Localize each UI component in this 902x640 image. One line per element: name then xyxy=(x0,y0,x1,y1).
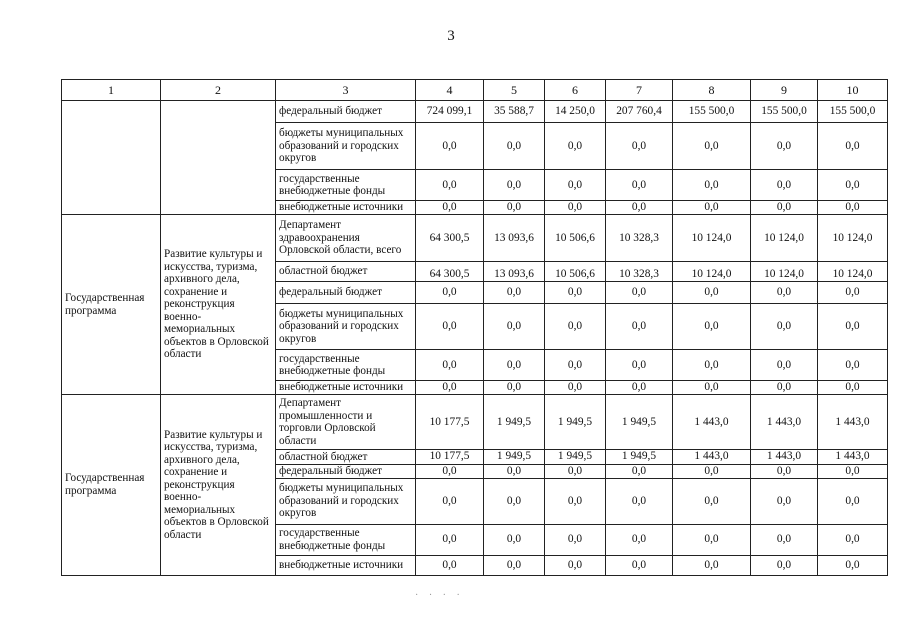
funding-source: Департамент промышленности и торговли Орловской области xyxy=(276,395,416,450)
value-cell: 0,0 xyxy=(818,464,888,478)
value-cell: 0,0 xyxy=(416,350,484,381)
value-cell: 10 177,5 xyxy=(416,395,484,450)
col-header-7: 7 xyxy=(606,80,673,101)
value-cell: 35 588,7 xyxy=(484,101,545,123)
value-cell: 0,0 xyxy=(416,464,484,478)
value-cell: 0,0 xyxy=(484,282,545,304)
value-cell: 0,0 xyxy=(818,201,888,215)
value-cell: 0,0 xyxy=(416,524,484,555)
value-cell: 0,0 xyxy=(545,555,606,575)
value-cell: 0,0 xyxy=(751,282,818,304)
value-cell: 1 443,0 xyxy=(818,395,888,450)
value-cell: 10 328,3 xyxy=(606,215,673,262)
value-cell: 0,0 xyxy=(673,555,751,575)
value-cell: 0,0 xyxy=(545,478,606,524)
value-cell: 0,0 xyxy=(673,350,751,381)
value-cell: 0,0 xyxy=(606,350,673,381)
value-cell: 0,0 xyxy=(416,381,484,395)
value-cell: 0,0 xyxy=(545,201,606,215)
value-cell: 0,0 xyxy=(545,304,606,350)
value-cell: 0,0 xyxy=(818,524,888,555)
value-cell: 0,0 xyxy=(484,201,545,215)
value-cell: 0,0 xyxy=(673,282,751,304)
value-cell: 0,0 xyxy=(818,381,888,395)
value-cell: 0,0 xyxy=(818,170,888,201)
program-cell: Государственная программа xyxy=(62,395,161,576)
value-cell: 0,0 xyxy=(545,464,606,478)
program-cell: Государственная программа xyxy=(62,215,161,395)
value-cell: 10 124,0 xyxy=(818,215,888,262)
value-cell: 1 949,5 xyxy=(545,395,606,450)
value-cell: 0,0 xyxy=(673,201,751,215)
funding-source: бюджеты муниципальных образований и городских округов xyxy=(276,123,416,170)
value-cell: 0,0 xyxy=(545,524,606,555)
value-cell: 0,0 xyxy=(751,478,818,524)
value-cell: 0,0 xyxy=(416,478,484,524)
value-cell: 10 506,6 xyxy=(545,262,606,282)
value-cell: 0,0 xyxy=(751,555,818,575)
page-number: 3 xyxy=(447,28,455,44)
value-cell: 155 500,0 xyxy=(751,101,818,123)
value-cell: 10 124,0 xyxy=(751,262,818,282)
funding-source: государственные внебюджетные фонды xyxy=(276,524,416,555)
value-cell: 0,0 xyxy=(606,478,673,524)
value-cell: 0,0 xyxy=(751,201,818,215)
value-cell: 0,0 xyxy=(416,304,484,350)
value-cell: 0,0 xyxy=(673,170,751,201)
value-cell: 0,0 xyxy=(673,304,751,350)
value-cell: 0,0 xyxy=(751,524,818,555)
value-cell: 10 124,0 xyxy=(673,262,751,282)
value-cell: 10 177,5 xyxy=(416,450,484,465)
value-cell: 0,0 xyxy=(484,478,545,524)
value-cell: 0,0 xyxy=(606,123,673,170)
value-cell: 0,0 xyxy=(751,381,818,395)
funding-source: внебюджетные источники xyxy=(276,381,416,395)
value-cell: 1 443,0 xyxy=(673,395,751,450)
value-cell: 0,0 xyxy=(818,123,888,170)
value-cell: 0,0 xyxy=(606,201,673,215)
value-cell: 0,0 xyxy=(416,123,484,170)
program-cell xyxy=(62,101,161,215)
value-cell: 0,0 xyxy=(416,170,484,201)
funding-source: Департамент здравоохранения Орловской области, всего xyxy=(276,215,416,262)
funding-source: бюджеты муниципальных образований и городских округов xyxy=(276,304,416,350)
value-cell: 0,0 xyxy=(484,350,545,381)
funding-source: федеральный бюджет xyxy=(276,101,416,123)
funding-source: бюджеты муниципальных образований и городских округов xyxy=(276,478,416,524)
value-cell: 64 300,5 xyxy=(416,215,484,262)
value-cell: 0,0 xyxy=(751,123,818,170)
value-cell: 0,0 xyxy=(416,282,484,304)
table-row xyxy=(62,215,888,262)
value-cell: 0,0 xyxy=(484,524,545,555)
value-cell: 0,0 xyxy=(484,464,545,478)
value-cell: 0,0 xyxy=(416,555,484,575)
value-cell: 0,0 xyxy=(606,555,673,575)
value-cell: 13 093,6 xyxy=(484,262,545,282)
value-cell: 0,0 xyxy=(545,282,606,304)
value-cell: 0,0 xyxy=(545,350,606,381)
funding-source: государственные внебюджетные фонды xyxy=(276,350,416,381)
value-cell: 0,0 xyxy=(751,170,818,201)
value-cell: 0,0 xyxy=(751,464,818,478)
value-cell: 0,0 xyxy=(484,555,545,575)
value-cell: 10 328,3 xyxy=(606,262,673,282)
value-cell: 0,0 xyxy=(818,282,888,304)
value-cell: 10 124,0 xyxy=(818,262,888,282)
funding-source: федеральный бюджет xyxy=(276,464,416,478)
value-cell: 1 443,0 xyxy=(751,450,818,465)
value-cell: 155 500,0 xyxy=(673,101,751,123)
funding-source: внебюджетные источники xyxy=(276,555,416,575)
budget-table xyxy=(61,79,888,576)
col-header-3: 3 xyxy=(276,80,416,101)
value-cell: 13 093,6 xyxy=(484,215,545,262)
value-cell: 0,0 xyxy=(606,381,673,395)
value-cell: 0,0 xyxy=(606,464,673,478)
value-cell: 0,0 xyxy=(545,381,606,395)
value-cell: 0,0 xyxy=(484,381,545,395)
table-row xyxy=(62,101,888,123)
value-cell: 1 949,5 xyxy=(545,450,606,465)
value-cell: 14 250,0 xyxy=(545,101,606,123)
col-header-1: 1 xyxy=(62,80,161,101)
table-row xyxy=(62,395,888,450)
value-cell: 0,0 xyxy=(545,170,606,201)
value-cell: 0,0 xyxy=(606,282,673,304)
col-header-6: 6 xyxy=(545,80,606,101)
value-cell: 0,0 xyxy=(818,304,888,350)
value-cell: 64 300,5 xyxy=(416,262,484,282)
value-cell: 10 124,0 xyxy=(673,215,751,262)
subprogram-cell xyxy=(161,101,276,215)
value-cell: 1 443,0 xyxy=(673,450,751,465)
value-cell: 0,0 xyxy=(673,524,751,555)
subprogram-cell: Развитие культуры и искусства, туризма, архивного дела, сохранение и реконструкция военно-мемориальных объектов в Орловской области xyxy=(161,215,276,395)
value-cell: 0,0 xyxy=(416,201,484,215)
value-cell: 1 443,0 xyxy=(751,395,818,450)
value-cell: 207 760,4 xyxy=(606,101,673,123)
value-cell: 0,0 xyxy=(818,555,888,575)
value-cell: 1 949,5 xyxy=(484,395,545,450)
value-cell: 0,0 xyxy=(606,304,673,350)
funding-source: государственные внебюджетные фонды xyxy=(276,170,416,201)
col-header-4: 4 xyxy=(416,80,484,101)
value-cell: 0,0 xyxy=(606,170,673,201)
value-cell: 0,0 xyxy=(606,524,673,555)
value-cell: 0,0 xyxy=(751,350,818,381)
table-header-row xyxy=(62,80,888,101)
value-cell: 0,0 xyxy=(484,304,545,350)
value-cell: 0,0 xyxy=(751,304,818,350)
table-body xyxy=(62,101,888,576)
value-cell: 155 500,0 xyxy=(818,101,888,123)
col-header-10: 10 xyxy=(818,80,888,101)
col-header-2: 2 xyxy=(161,80,276,101)
value-cell: 0,0 xyxy=(818,350,888,381)
value-cell: 0,0 xyxy=(673,381,751,395)
value-cell: 724 099,1 xyxy=(416,101,484,123)
value-cell: 0,0 xyxy=(484,123,545,170)
value-cell: 1 443,0 xyxy=(818,450,888,465)
value-cell: 1 949,5 xyxy=(606,450,673,465)
value-cell: 1 949,5 xyxy=(606,395,673,450)
funding-source: областной бюджет xyxy=(276,262,416,282)
value-cell: 0,0 xyxy=(673,464,751,478)
value-cell: 0,0 xyxy=(545,123,606,170)
subprogram-cell: Развитие культуры и искусства, туризма, архивного дела, сохранение и реконструкция военно-мемориальных объектов в Орловской области xyxy=(161,395,276,576)
col-header-5: 5 xyxy=(484,80,545,101)
value-cell: 0,0 xyxy=(818,478,888,524)
funding-source: федеральный бюджет xyxy=(276,282,416,304)
value-cell: 10 506,6 xyxy=(545,215,606,262)
scan-marks: · · · · xyxy=(415,590,464,601)
value-cell: 10 124,0 xyxy=(751,215,818,262)
col-header-8: 8 xyxy=(673,80,751,101)
col-header-9: 9 xyxy=(751,80,818,101)
funding-source: внебюджетные источники xyxy=(276,201,416,215)
value-cell: 0,0 xyxy=(673,478,751,524)
funding-source: областной бюджет xyxy=(276,450,416,465)
value-cell: 1 949,5 xyxy=(484,450,545,465)
value-cell: 0,0 xyxy=(673,123,751,170)
value-cell: 0,0 xyxy=(484,170,545,201)
